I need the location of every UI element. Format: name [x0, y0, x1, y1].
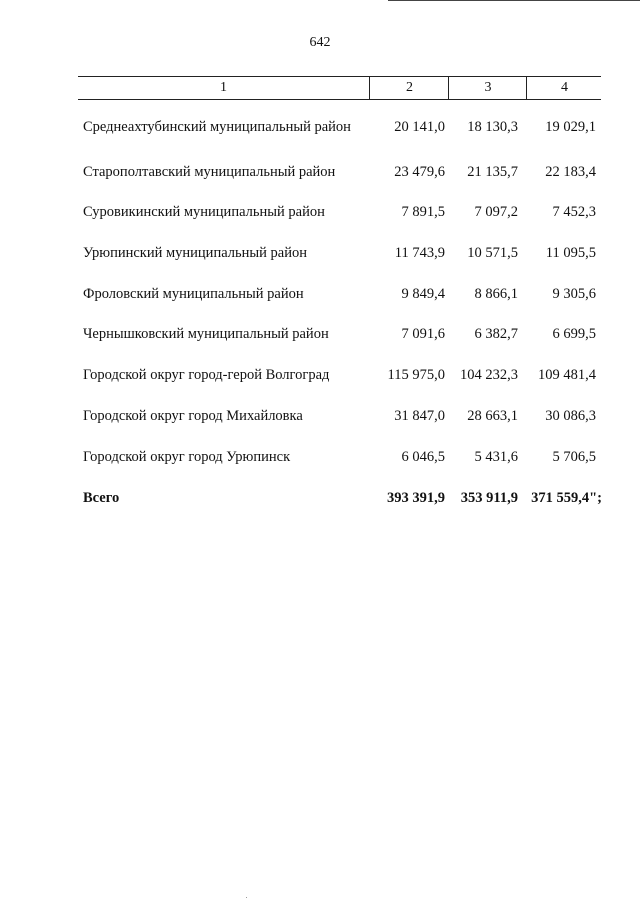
row-value-col-4: 7 452,3 — [552, 204, 596, 220]
table-row — [78, 286, 601, 306]
total-value-col-4: 371 559,4"; — [531, 490, 602, 506]
row-name: Среднеахтубинский муниципальный район — [83, 119, 351, 135]
table-row — [78, 326, 601, 346]
row-value-col-2: 115 975,0 — [387, 367, 445, 383]
row-value-col-3: 8 866,1 — [474, 286, 518, 302]
scan-speck — [246, 897, 247, 898]
data-table — [78, 76, 602, 506]
row-value-col-2: 23 479,6 — [394, 164, 445, 180]
row-name: Городской округ город Михайловка — [83, 408, 303, 424]
row-value-col-4: 11 095,5 — [545, 245, 596, 261]
row-value-col-2: 20 141,0 — [394, 119, 445, 135]
page-number: 642 — [309, 35, 331, 50]
row-value-col-2: 11 743,9 — [394, 245, 445, 261]
total-value-col-3: 353 911,9 — [460, 490, 518, 506]
row-value-col-3: 10 571,5 — [467, 245, 518, 261]
row-value-col-4: 6 699,5 — [552, 326, 596, 342]
header-col-2: 2 — [369, 77, 449, 99]
row-value-col-3: 5 431,6 — [474, 449, 518, 465]
table-row — [78, 164, 601, 184]
header-col-4: 4 — [526, 77, 602, 99]
table-row — [78, 204, 601, 224]
row-name: Урюпинский муниципальный район — [83, 245, 307, 261]
row-value-col-3: 21 135,7 — [467, 164, 518, 180]
table-row — [78, 367, 601, 387]
top-rule — [388, 0, 640, 1]
header-col-1: 1 — [220, 80, 227, 95]
row-value-col-3: 104 232,3 — [460, 367, 518, 383]
table-row — [78, 119, 601, 139]
row-value-col-2: 6 046,5 — [401, 449, 445, 465]
row-name: Суровикинский муниципальный район — [83, 204, 325, 220]
row-name: Старополтавский муниципальный район — [83, 164, 336, 180]
row-value-col-4: 5 706,5 — [552, 449, 596, 465]
row-value-col-3: 28 663,1 — [467, 408, 518, 424]
row-value-col-2: 31 847,0 — [394, 408, 445, 424]
total-label: Всего — [83, 490, 120, 506]
row-value-col-3: 18 130,3 — [467, 119, 518, 135]
row-name: Чернышковский муниципальный район — [83, 326, 329, 342]
header-col-3: 3 — [448, 77, 527, 99]
total-value-col-2: 393 391,9 — [387, 490, 445, 506]
row-name: Городской округ город-герой Волгоград — [83, 367, 330, 383]
table-header-row — [78, 76, 601, 100]
row-value-col-4: 109 481,4 — [538, 367, 596, 383]
row-value-col-3: 7 097,2 — [474, 204, 518, 220]
table-row — [78, 408, 601, 428]
row-name: Фроловский муниципальный район — [83, 286, 304, 302]
row-name: Городской округ город Урюпинск — [83, 449, 291, 465]
row-value-col-4: 22 183,4 — [545, 164, 596, 180]
row-value-col-4: 19 029,1 — [545, 119, 596, 135]
row-value-col-2: 9 849,4 — [401, 286, 445, 302]
row-value-col-3: 6 382,7 — [474, 326, 518, 342]
total-row — [78, 490, 601, 510]
row-value-col-4: 9 305,6 — [552, 286, 596, 302]
row-value-col-4: 30 086,3 — [545, 408, 596, 424]
table-row — [78, 449, 601, 469]
row-value-col-2: 7 891,5 — [401, 204, 445, 220]
row-value-col-2: 7 091,6 — [401, 326, 445, 342]
table-row — [78, 245, 601, 265]
